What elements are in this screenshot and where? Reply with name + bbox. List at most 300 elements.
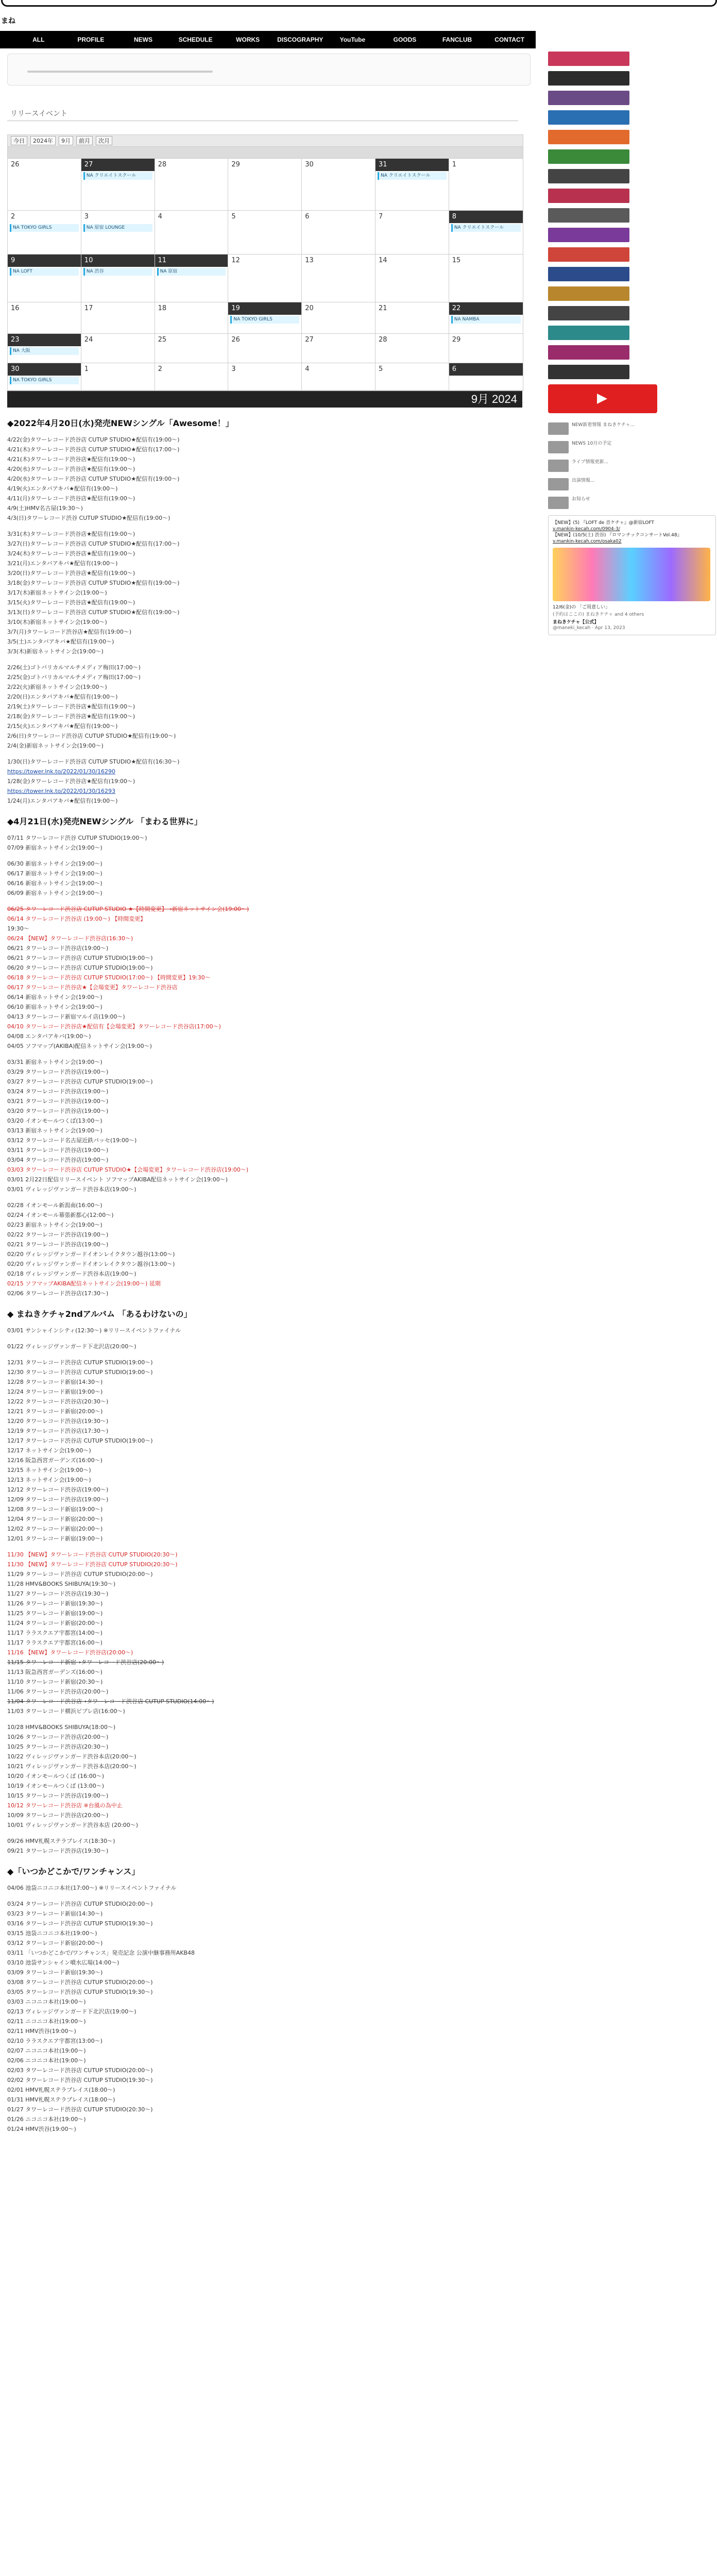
news-thumbnail xyxy=(548,460,569,472)
sidebar-banner[interactable] xyxy=(548,52,629,66)
schedule-line: 04/13 タワーレコード新宿マルイ店(19:00〜) xyxy=(7,1013,125,1020)
calendar-day[interactable] xyxy=(302,334,375,363)
single1-heading: ◆2022年4月20日(水)発売NEWシングル「Awesome！」 xyxy=(7,418,234,428)
news-thumbnail xyxy=(548,422,569,435)
calendar-day[interactable] xyxy=(449,211,523,254)
sidebar-banner[interactable] xyxy=(548,110,629,125)
news-title: NEWS 10月の予定 xyxy=(572,441,612,446)
day-number: 3 xyxy=(84,213,89,221)
calendar-day[interactable] xyxy=(449,255,523,302)
schedule-line: 02/15 ソフマップAKIBA配信ネットサイン会(19:00〜) 延期 xyxy=(7,1280,161,1287)
schedule-line: 03/15 池袋ニコニコ本社(19:00〜) xyxy=(7,1930,97,1937)
spacer xyxy=(7,656,531,663)
schedule-line: 03/12 タワーレコード新宿(20:00〜) xyxy=(7,1940,103,1946)
schedule-line: 4/21(木)タワーレコード渋谷店★配信有(19:00〜) xyxy=(7,456,135,463)
day-number: 20 xyxy=(305,304,314,312)
day-number: 22 xyxy=(449,302,523,315)
schedule-line: 06/14 タワーレコード渋谷店 (19:00〜) 【時間変更】 xyxy=(7,916,146,922)
schedule-line: 12/17 タワーレコード渋谷店 CUTUP STUDIO(19:00〜) xyxy=(7,1437,153,1444)
schedule-line: 3/21(月)エンタバアキバ★配信有(19:00〜) xyxy=(7,560,118,567)
calendar-week xyxy=(8,255,523,302)
calendar-control-4[interactable]: 次月 xyxy=(96,136,112,145)
calendar-control-1[interactable]: 2024年 xyxy=(30,136,56,145)
schedule-line: 04/05 ソフマップ(AKIBA)配信ネットサイン会(19:00〜) xyxy=(7,1043,152,1049)
schedule-line: 03/12 タワーレコード名古屋近鉄パッセ(19:00〜) xyxy=(7,1137,137,1144)
sidebar-banner[interactable] xyxy=(548,365,629,379)
schedule-line: 11/16 【NEW】タワーレコード渋谷店(20:00〜) xyxy=(7,1649,133,1656)
calendar-day[interactable] xyxy=(449,334,523,363)
day-number: 5 xyxy=(378,365,383,373)
schedule-line: 11/17 ララスクエア宇都宮(16:00〜) xyxy=(7,1639,103,1646)
spacer xyxy=(7,853,531,859)
schedule-line: 06/10 新宿ネットサイン会(19:00〜) xyxy=(7,1004,103,1010)
schedule-line: 11/27 タワーレコード渋谷店(19:30〜) xyxy=(7,1590,109,1597)
news-item[interactable] xyxy=(548,441,717,453)
schedule-line: 3/24(木)タワーレコード渋谷店★配信有(19:00〜) xyxy=(7,550,135,557)
schedule-line: 02/18 ヴィレッジヴァンガード渋谷本店(19:00〜) xyxy=(7,1270,136,1277)
calendar-day[interactable] xyxy=(8,334,81,363)
calendar-week xyxy=(8,334,523,363)
calendar-day[interactable] xyxy=(8,211,81,254)
nav-item-schedule[interactable]: SCHEDULE xyxy=(178,36,213,43)
schedule-line: 12/30 タワーレコード渋谷店 CUTUP STUDIO(19:00〜) xyxy=(7,1369,153,1376)
schedule-line: 03/27 タワーレコード渋谷店 CUTUP STUDIO(19:00〜) xyxy=(7,1078,153,1085)
news-thumbnail xyxy=(548,441,569,453)
day-number: 29 xyxy=(231,161,240,168)
calendar-day[interactable] xyxy=(81,255,155,302)
calendar-day[interactable] xyxy=(228,255,302,302)
calendar-day[interactable] xyxy=(375,211,449,254)
sidebar-banner[interactable] xyxy=(548,326,629,340)
schedule-line: 4/9(土)HMV名古屋(19:30〜) xyxy=(7,505,83,512)
schedule-line: 3/10(木)新宿ネットサイン会(19:00〜) xyxy=(7,619,107,625)
schedule-line: 1/30(日)タワーレコード渋谷店 CUTUP STUDIO★配信有(16:30〜) xyxy=(7,758,180,765)
spacer xyxy=(7,751,531,757)
day-number: 8 xyxy=(449,211,523,223)
sidebar-banner[interactable] xyxy=(548,247,629,262)
schedule-line: 06/17 タワーレコード渋谷店★【会場変更】タワーレコード渋谷店 xyxy=(7,984,178,991)
nav-item-works[interactable]: WORKS xyxy=(236,36,260,43)
tweet-handle: @maneki_kecah · Apr 13, 2023 xyxy=(553,625,625,631)
schedule-line: 02/03 タワーレコード渋谷店 CUTUP STUDIO(20:00〜) xyxy=(7,2067,153,2074)
spacer xyxy=(7,1194,531,1200)
schedule-line: 03/01 サンシャインシティ(12:30〜) ※リリースイベントファイナル xyxy=(7,1327,181,1334)
calendar-event[interactable]: NA クリエイトスクール xyxy=(451,224,521,232)
schedule-line: 02/11 HMV渋谷(19:00〜) xyxy=(7,2028,76,2035)
schedule-line: 11/04 タワーレコード渋谷店→タワーレコード渋谷店 CUTUP STUDIO(14:00〜) xyxy=(7,1698,214,1705)
schedule-line: 10/15 タワーレコード渋谷店(19:00〜) xyxy=(7,1792,109,1799)
schedule-line: 2/26(土)ゴトバリカルマルチメディア梅田(17:00〜) xyxy=(7,664,141,671)
schedule-line: 2/18(金)タワーレコード渋谷店★配信有(19:00〜) xyxy=(7,713,135,720)
site-logo[interactable]: まね xyxy=(1,17,15,25)
nav-item-fanclub[interactable]: FANCLUB xyxy=(442,36,472,43)
day-number: 9 xyxy=(8,255,81,267)
calendar-day[interactable] xyxy=(8,363,81,390)
schedule-line: 2/6(日)タワーレコード渋谷店 CUTUP STUDIO★配信有(19:00〜) xyxy=(7,733,176,739)
spacer xyxy=(7,1544,531,1550)
news-item[interactable] xyxy=(548,478,717,490)
schedule-line: 12/15 ネットサイン会(19:00〜) xyxy=(7,1467,91,1473)
spacer xyxy=(7,1716,531,1722)
schedule-line: 1/24(月)エンタバアキバ★配信有(19:00〜) xyxy=(7,798,118,804)
calendar-control-3[interactable]: 前月 xyxy=(76,136,93,145)
schedule-line: 4/19(火)エンタバアキバ★配信有(19:00〜) xyxy=(7,485,118,492)
sidebar-banners xyxy=(548,52,717,379)
schedule-line: 11/24 タワーレコード新宿(20:00〜) xyxy=(7,1620,103,1626)
schedule-line: 12/01 タワーレコード新宿(19:00〜) xyxy=(7,1535,103,1542)
schedule-line: 12/12 タワーレコード渋谷店(19:00〜) xyxy=(7,1486,109,1493)
sidebar-news xyxy=(548,422,717,509)
sidebar-banner[interactable] xyxy=(548,149,629,164)
schedule-line: 07/11 タワーレコード渋谷 CUTUP STUDIO(19:00〜) xyxy=(7,835,147,841)
day-number: 1 xyxy=(84,365,89,373)
calendar-day[interactable] xyxy=(155,334,229,363)
sidebar-banner[interactable] xyxy=(548,169,629,183)
day-number: 2 xyxy=(11,213,15,221)
single2-schedule xyxy=(7,833,531,1298)
schedule-line: 06/24 【NEW】タワーレコード渋谷店(16:30〜) xyxy=(7,935,133,942)
spacer xyxy=(7,1893,531,1899)
schedule-line: 12/31 タワーレコード渋谷店 CUTUP STUDIO(19:00〜) xyxy=(7,1359,153,1366)
nav-item-all[interactable]: ALL xyxy=(32,36,45,43)
schedule-line: 03/29 タワーレコード渋谷店(19:00〜) xyxy=(7,1069,109,1075)
schedule-line: 4/21(木)タワーレコード渋谷店 CUTUP STUDIO★配信有(17:00〜) xyxy=(7,446,180,453)
calendar-event[interactable]: NA TOKYO GIRLS xyxy=(10,224,79,232)
day-number: 29 xyxy=(452,336,461,344)
news-item[interactable] xyxy=(548,497,717,509)
nav-item-youtube[interactable]: YouTube xyxy=(339,36,366,43)
day-number: 16 xyxy=(11,304,20,312)
calendar-day[interactable] xyxy=(302,159,375,210)
schedule-line: 02/23 新宿ネットサイン会(19:00〜) xyxy=(7,1222,103,1228)
schedule-line: 3/31(木)タワーレコード渋谷店★配信有(19:00〜) xyxy=(7,531,135,537)
schedule-line: 11/29 タワーレコード渋谷店 CUTUP STUDIO(20:00〜) xyxy=(7,1571,153,1578)
schedule-line: 03/24 タワーレコード渋谷店 CUTUP STUDIO(20:00〜) xyxy=(7,1901,153,1907)
schedule-line: 03/10 池袋サンシャイン噴水広場(14:00〜) xyxy=(7,1959,120,1966)
news-title: お知らせ xyxy=(572,497,590,502)
news-item[interactable] xyxy=(548,460,717,472)
day-number: 30 xyxy=(305,161,314,168)
calendar-grid xyxy=(8,159,523,391)
schedule-line: 03/20 イオンモールつくば(13:00〜) xyxy=(7,1117,103,1124)
sidebar-banner[interactable] xyxy=(548,228,629,242)
calendar-day[interactable] xyxy=(375,334,449,363)
schedule-line: 04/08 エンタバアキバ(19:00〜) xyxy=(7,1033,91,1040)
single3-heading: ◆「いつかどこかで/ワンチャンス」 xyxy=(7,1867,140,1876)
schedule-line: 3/15(火)タワーレコード渋谷店★配信有(19:00〜) xyxy=(7,599,135,606)
schedule-line: 03/03 タワーレコード渋谷店 CUTUP STUDIO★【会場変更】タワーレコード渋谷店(19:00〜) xyxy=(7,1166,249,1173)
day-number: 21 xyxy=(378,304,387,312)
sidebar-banner[interactable] xyxy=(548,345,629,360)
calendar-event[interactable]: NA 原宿 xyxy=(157,268,226,276)
day-number: 25 xyxy=(158,336,167,344)
schedule-line: 06/09 新宿ネットサイン会(19:00〜) xyxy=(7,890,103,896)
divider xyxy=(27,71,213,73)
calendar-day[interactable] xyxy=(302,363,375,390)
calendar-week xyxy=(8,363,523,391)
schedule-line: 03/08 タワーレコード渋谷店 CUTUP STUDIO(20:00〜) xyxy=(7,1979,153,1986)
sidebar-banner[interactable] xyxy=(548,91,629,105)
day-number: 27 xyxy=(81,159,155,171)
schedule-line: 12/20 タワーレコード渋谷店(19:30〜) xyxy=(7,1418,109,1425)
news-item[interactable] xyxy=(548,422,717,435)
calendar-day[interactable] xyxy=(302,211,375,254)
schedule-line: 12/08 タワーレコード新宿(19:00〜) xyxy=(7,1506,103,1513)
calendar-day[interactable] xyxy=(228,159,302,210)
faded-panel xyxy=(7,54,531,86)
schedule-line: 3/3(木)新宿ネットサイン会(19:00〜) xyxy=(7,648,104,655)
schedule-line: 02/28 イオンモール新潟南(16:00〜) xyxy=(7,1202,103,1209)
schedule-line: 02/20 ヴィレッジヴァンガードイオンレイクタウン越谷(13:00〜) xyxy=(7,1251,175,1258)
calendar-day[interactable] xyxy=(155,363,229,390)
schedule-line: 11/25 タワーレコード新宿(19:00〜) xyxy=(7,1610,103,1617)
youtube-banner[interactable] xyxy=(548,384,657,413)
tweet-link-2[interactable]: v.mankin-kecah.com/osaka02 xyxy=(553,539,622,544)
schedule-line: 11/13 阪急西宮ガーデンズ(16:00〜) xyxy=(7,1669,103,1675)
sidebar-banner[interactable] xyxy=(548,189,629,203)
calendar-day[interactable] xyxy=(8,302,81,333)
schedule-line: 01/26 ニコニコ本社(19:00〜) xyxy=(7,2116,86,2123)
spacer xyxy=(7,1335,531,1342)
calendar-day[interactable] xyxy=(302,255,375,302)
schedule-line: 02/11 ニコニコ本社(19:00〜) xyxy=(7,2018,86,2025)
schedule-line: 11/26 タワーレコード新宿(19:30〜) xyxy=(7,1600,103,1607)
calendar-day[interactable] xyxy=(8,159,81,210)
schedule-line: 10/26 タワーレコード渋谷店(20:00〜) xyxy=(7,1734,109,1740)
schedule-line: 2/22(火)新宿ネットサイン会(19:00〜) xyxy=(7,684,107,690)
schedule-line: 10/20 イオンモールつくば (16:00〜) xyxy=(7,1773,104,1780)
schedule-line: 3/7(月)タワーレコード渋谷店★配信有(19:00〜) xyxy=(7,629,132,635)
day-number: 28 xyxy=(378,336,387,344)
calendar-day[interactable] xyxy=(81,159,155,210)
nav-item-news[interactable]: NEWS xyxy=(133,36,152,43)
schedule-line[interactable]: https://tower.lnk.to/2022/01/30/16290 xyxy=(7,768,115,775)
schedule-line: 11/10 タワーレコード新宿(20:30〜) xyxy=(7,1679,103,1685)
schedule-line: 03/03 ニコニコ本社(19:00〜) xyxy=(7,1998,86,2005)
calendar-day[interactable] xyxy=(449,363,523,390)
schedule-line: 06/25 タワーレコード渋谷店 CUTUP STUDIO ★【時間変更】→新宿ネットサイン会(19:00〜) xyxy=(7,906,249,912)
schedule-line: 10/12 タワーレコード渋谷店 ※台風の為中止 xyxy=(7,1802,123,1809)
day-number: 3 xyxy=(231,365,236,373)
schedule-line: 1/28(金)タワーレコード渋谷店★配信有(19:00〜) xyxy=(7,778,135,785)
day-number: 4 xyxy=(158,213,162,221)
sidebar-banner[interactable] xyxy=(548,71,629,86)
schedule-line: 3/5(土)エンタバアキバ★配信有(19:00〜) xyxy=(7,638,114,645)
schedule-line: 10/28 HMV&BOOKS SHIBUYA(18:00〜) xyxy=(7,1724,116,1731)
calendar-event[interactable]: NA TOKYO GIRLS xyxy=(10,377,79,384)
main-nav xyxy=(0,31,536,48)
schedule-line: 12/22 タワーレコード渋谷店(20:30〜) xyxy=(7,1398,109,1405)
schedule-line: 2/4(金)新宿ネットサイン会(19:00〜) xyxy=(7,742,104,749)
calendar-control-0[interactable]: 今日 xyxy=(11,136,27,145)
single3-schedule xyxy=(7,1883,531,2134)
calendar-header xyxy=(8,147,523,159)
calendar-toolbar xyxy=(8,135,523,147)
day-number: 1 xyxy=(452,161,457,168)
header-frame xyxy=(1,0,717,7)
schedule-line: 06/21 タワーレコード渋谷店(19:00〜) xyxy=(7,945,109,952)
schedule-line: 03/24 タワーレコード渋谷店(19:00〜) xyxy=(7,1088,109,1095)
day-number: 24 xyxy=(84,336,93,344)
schedule-line: 02/06 タワーレコード渋谷店(17:30〜) xyxy=(7,1290,109,1297)
schedule-line: 04/06 池袋ニコニコ本社(17:00〜) ※リリースイベントファイナル xyxy=(7,1885,177,1891)
sidebar-banner[interactable] xyxy=(548,286,629,301)
calendar-day[interactable] xyxy=(81,211,155,254)
calendar-day[interactable] xyxy=(155,211,229,254)
schedule-line: 04/10 タワーレコード渋谷店★配信有【会場変更】タワーレコード渋谷店(17:00〜) xyxy=(7,1023,221,1030)
day-number: 6 xyxy=(305,213,310,221)
schedule-line: 3/27(日)タワーレコード渋谷店 CUTUP STUDIO★配信有(17:00〜) xyxy=(7,540,180,547)
schedule-line: 3/13(日)タワーレコード渋谷店 CUTUP STUDIO★配信有(19:00〜) xyxy=(7,609,180,616)
event-calendar xyxy=(7,134,523,391)
schedule-line: 19:30〜 xyxy=(7,925,29,932)
calendar-day[interactable] xyxy=(81,302,155,333)
calendar-day[interactable] xyxy=(302,302,375,333)
calendar-month-label: 9月 2024 xyxy=(7,391,522,408)
schedule-line: 03/23 タワーレコード新宿(14:30〜) xyxy=(7,1910,103,1917)
schedule-line: 12/24 タワーレコード新宿(19:00〜) xyxy=(7,1388,103,1395)
schedule-line: 06/30 新宿ネットサイン会(19:00〜) xyxy=(7,860,103,867)
news-thumbnail xyxy=(548,478,569,490)
schedule-line: 10/25 タワーレコード渋谷店(20:30〜) xyxy=(7,1743,109,1750)
schedule-line: 12/19 タワーレコード渋谷店(17:30〜) xyxy=(7,1428,109,1434)
schedule-line: 2/25(金)ゴトバリカルマルチメディア梅田(17:00〜) xyxy=(7,674,141,681)
schedule-line: 10/09 タワーレコード渋谷店(20:00〜) xyxy=(7,1812,109,1819)
schedule-line: 11/17 ララスクエア宇都宮(14:00〜) xyxy=(7,1630,103,1636)
calendar-day[interactable] xyxy=(155,159,229,210)
schedule-line: 3/18(金)タワーレコード渋谷店 CUTUP STUDIO★配信有(19:00〜) xyxy=(7,580,180,586)
calendar-event[interactable]: NA クリエイトスクール xyxy=(378,172,447,180)
calendar-day[interactable] xyxy=(228,363,302,390)
day-number: 14 xyxy=(378,257,387,264)
calendar-event[interactable]: NA 渋谷 xyxy=(83,268,152,276)
day-number: 7 xyxy=(378,213,383,221)
schedule-line: 03/04 タワーレコード渋谷店(19:00〜) xyxy=(7,1157,109,1163)
calendar-control-2[interactable]: 9月 xyxy=(59,136,73,145)
tweet-footer: (予約はここの) まねきケチャ and 4 others xyxy=(553,612,644,617)
schedule-line: 4/20(水)タワーレコード渋谷店★配信有(19:00〜) xyxy=(7,466,135,472)
schedule-line: 03/16 タワーレコード渋谷店 CUTUP STUDIO(19:30〜) xyxy=(7,1920,153,1927)
schedule-line: 06/14 新宿ネットサイン会(19:00〜) xyxy=(7,994,103,1001)
tweet-author[interactable]: まねきケチャ【公式】 xyxy=(553,620,599,625)
calendar-day[interactable] xyxy=(375,363,449,390)
schedule-line: 11/03 タワーレコード横浜ビブレ店(16:00〜) xyxy=(7,1708,125,1715)
schedule-line: 4/20(水)タワーレコード渋谷店 CUTUP STUDIO★配信有(19:00〜) xyxy=(7,476,180,482)
calendar-event[interactable]: NA 大阪 xyxy=(10,347,79,355)
sidebar-banner[interactable] xyxy=(548,208,629,223)
schedule-line: 2/19(土)タワーレコード渋谷店★配信有(19:00〜) xyxy=(7,703,135,710)
calendar-day[interactable] xyxy=(228,334,302,363)
sidebar-banner[interactable] xyxy=(548,267,629,281)
day-number: 27 xyxy=(305,336,314,344)
day-number: 26 xyxy=(11,161,20,168)
album2-heading: ◆ まねきケチャ2ndアルバム 「あるわけないの」 xyxy=(7,1309,192,1319)
news-title: NEW新着情報 まねきケチャ... xyxy=(572,422,635,428)
spacer xyxy=(7,523,531,529)
schedule-line: 10/19 イオンモールつくば (13:00〜) xyxy=(7,1783,104,1789)
sidebar-banner[interactable] xyxy=(548,130,629,144)
play-icon xyxy=(597,394,607,404)
schedule-line: 03/11 タワーレコード渋谷店(19:00〜) xyxy=(7,1147,109,1154)
schedule-line: 10/21 ヴィレッジヴァンガード渋谷本店(20:00〜) xyxy=(7,1763,136,1770)
schedule-line: 12/28 タワーレコード新宿(14:30〜) xyxy=(7,1379,103,1385)
day-number: 5 xyxy=(231,213,236,221)
schedule-line: 11/28 HMV&BOOKS SHIBUYA(19:30〜) xyxy=(7,1581,116,1587)
schedule-line: 2/15(火)エンタバアキバ★配信有(19:00〜) xyxy=(7,723,118,730)
calendar-day[interactable] xyxy=(81,363,155,390)
schedule-line: 02/10 ララスクエア宇都宮(13:00〜) xyxy=(7,2038,103,2044)
nav-item-contact[interactable]: CONTACT xyxy=(494,36,525,43)
schedule-line: 02/20 ヴィレッジヴァンガードイオンレイクタウン越谷(13:00〜) xyxy=(7,1261,175,1267)
day-number: 6 xyxy=(449,363,523,376)
tweet-image[interactable] xyxy=(553,548,710,601)
calendar-event[interactable]: NA クリエイトスクール xyxy=(83,172,152,180)
calendar-week xyxy=(8,211,523,255)
schedule-line: 03/05 タワーレコード渋谷店 CUTUP STUDIO(19:30〜) xyxy=(7,1989,153,1995)
calendar-event[interactable]: NA NAMBA xyxy=(451,316,521,324)
day-number: 13 xyxy=(305,257,314,264)
calendar-day[interactable] xyxy=(375,302,449,333)
schedule-line: 02/22 タワーレコード渋谷店(19:00〜) xyxy=(7,1231,109,1238)
schedule-line: 10/22 ヴィレッジヴァンガード渋谷本店(20:00〜) xyxy=(7,1753,136,1760)
calendar-day[interactable] xyxy=(81,334,155,363)
schedule-line: 07/09 新宿ネットサイン会(19:00〜) xyxy=(7,844,103,851)
schedule-line: 4/11(月)タワーレコード渋谷店★配信有(19:00〜) xyxy=(7,495,135,502)
day-number: 15 xyxy=(452,257,461,264)
schedule-line: 02/07 ニコニコ本社(19:00〜) xyxy=(7,2047,86,2054)
calendar-day[interactable] xyxy=(228,302,302,333)
schedule-line: 3/17(木)新宿ネットサイン会(19:00〜) xyxy=(7,589,107,596)
day-number: 30 xyxy=(8,363,81,376)
nav-item-goods[interactable]: GOODS xyxy=(393,36,417,43)
spacer xyxy=(7,1051,531,1057)
day-number: 4 xyxy=(305,365,310,373)
schedule-line: 01/24 HMV渋谷(19:00〜) xyxy=(7,2126,76,2132)
calendar-day[interactable] xyxy=(155,302,229,333)
spacer xyxy=(7,898,531,904)
schedule-line: 06/18 タワーレコード渋谷店 CUTUP STUDIO(17:00〜) 【時間変更】19:30〜 xyxy=(7,974,211,981)
calendar-day[interactable] xyxy=(449,302,523,333)
day-number: 10 xyxy=(81,255,155,267)
schedule-line[interactable]: https://tower.lnk.to/2022/01/30/16293 xyxy=(7,788,115,794)
nav-item-discography[interactable]: DISCOGRAPHY xyxy=(277,36,323,43)
tweet-line-2: 【NEW】(10/5(土) 渋谷) 『ロマンチックコンサートVol.48』 xyxy=(553,533,682,538)
schedule-line: 11/30 【NEW】タワーレコード渋谷店 CUTUP STUDIO(20:30〜) xyxy=(7,1561,178,1568)
schedule-line: 02/01 HMV札幌ステラプレイス(18:00〜) xyxy=(7,2087,115,2093)
nav-item-profile[interactable]: PROFILE xyxy=(77,36,105,43)
calendar-day[interactable] xyxy=(375,255,449,302)
single1-schedule xyxy=(7,435,531,806)
calendar-day[interactable] xyxy=(375,159,449,210)
calendar-event[interactable]: NA TOKYO GIRLS xyxy=(230,316,299,324)
sidebar-banner[interactable] xyxy=(548,306,629,320)
tweet-link-1[interactable]: v.mankin-kecah.com/0904-3/ xyxy=(553,527,620,532)
day-number: 26 xyxy=(231,336,240,344)
schedule-line: 03/01 ヴィレッジヴァンガード渋谷本店(19:00〜) xyxy=(7,1186,136,1193)
calendar-day[interactable] xyxy=(228,211,302,254)
schedule-line: 02/24 イオンモール幕張新都心(12:00〜) xyxy=(7,1212,114,1218)
calendar-week xyxy=(8,159,523,211)
calendar-day[interactable] xyxy=(449,159,523,210)
schedule-line: 10/01 ヴィレッジヴァンガード渋谷本店 (20:00〜) xyxy=(7,1822,139,1828)
day-number: 18 xyxy=(158,304,167,312)
calendar-event[interactable]: NA 原宿 LOUNGE xyxy=(83,224,152,232)
calendar-day[interactable] xyxy=(8,255,81,302)
calendar-day[interactable] xyxy=(155,255,229,302)
schedule-line: 01/31 HMV札幌ステラプレイス(18:00〜) xyxy=(7,2096,115,2103)
calendar-event[interactable]: NA LOFT xyxy=(10,268,79,276)
tweet-line-3: 12/6(金)の 「ご用意しい」 xyxy=(553,605,610,610)
